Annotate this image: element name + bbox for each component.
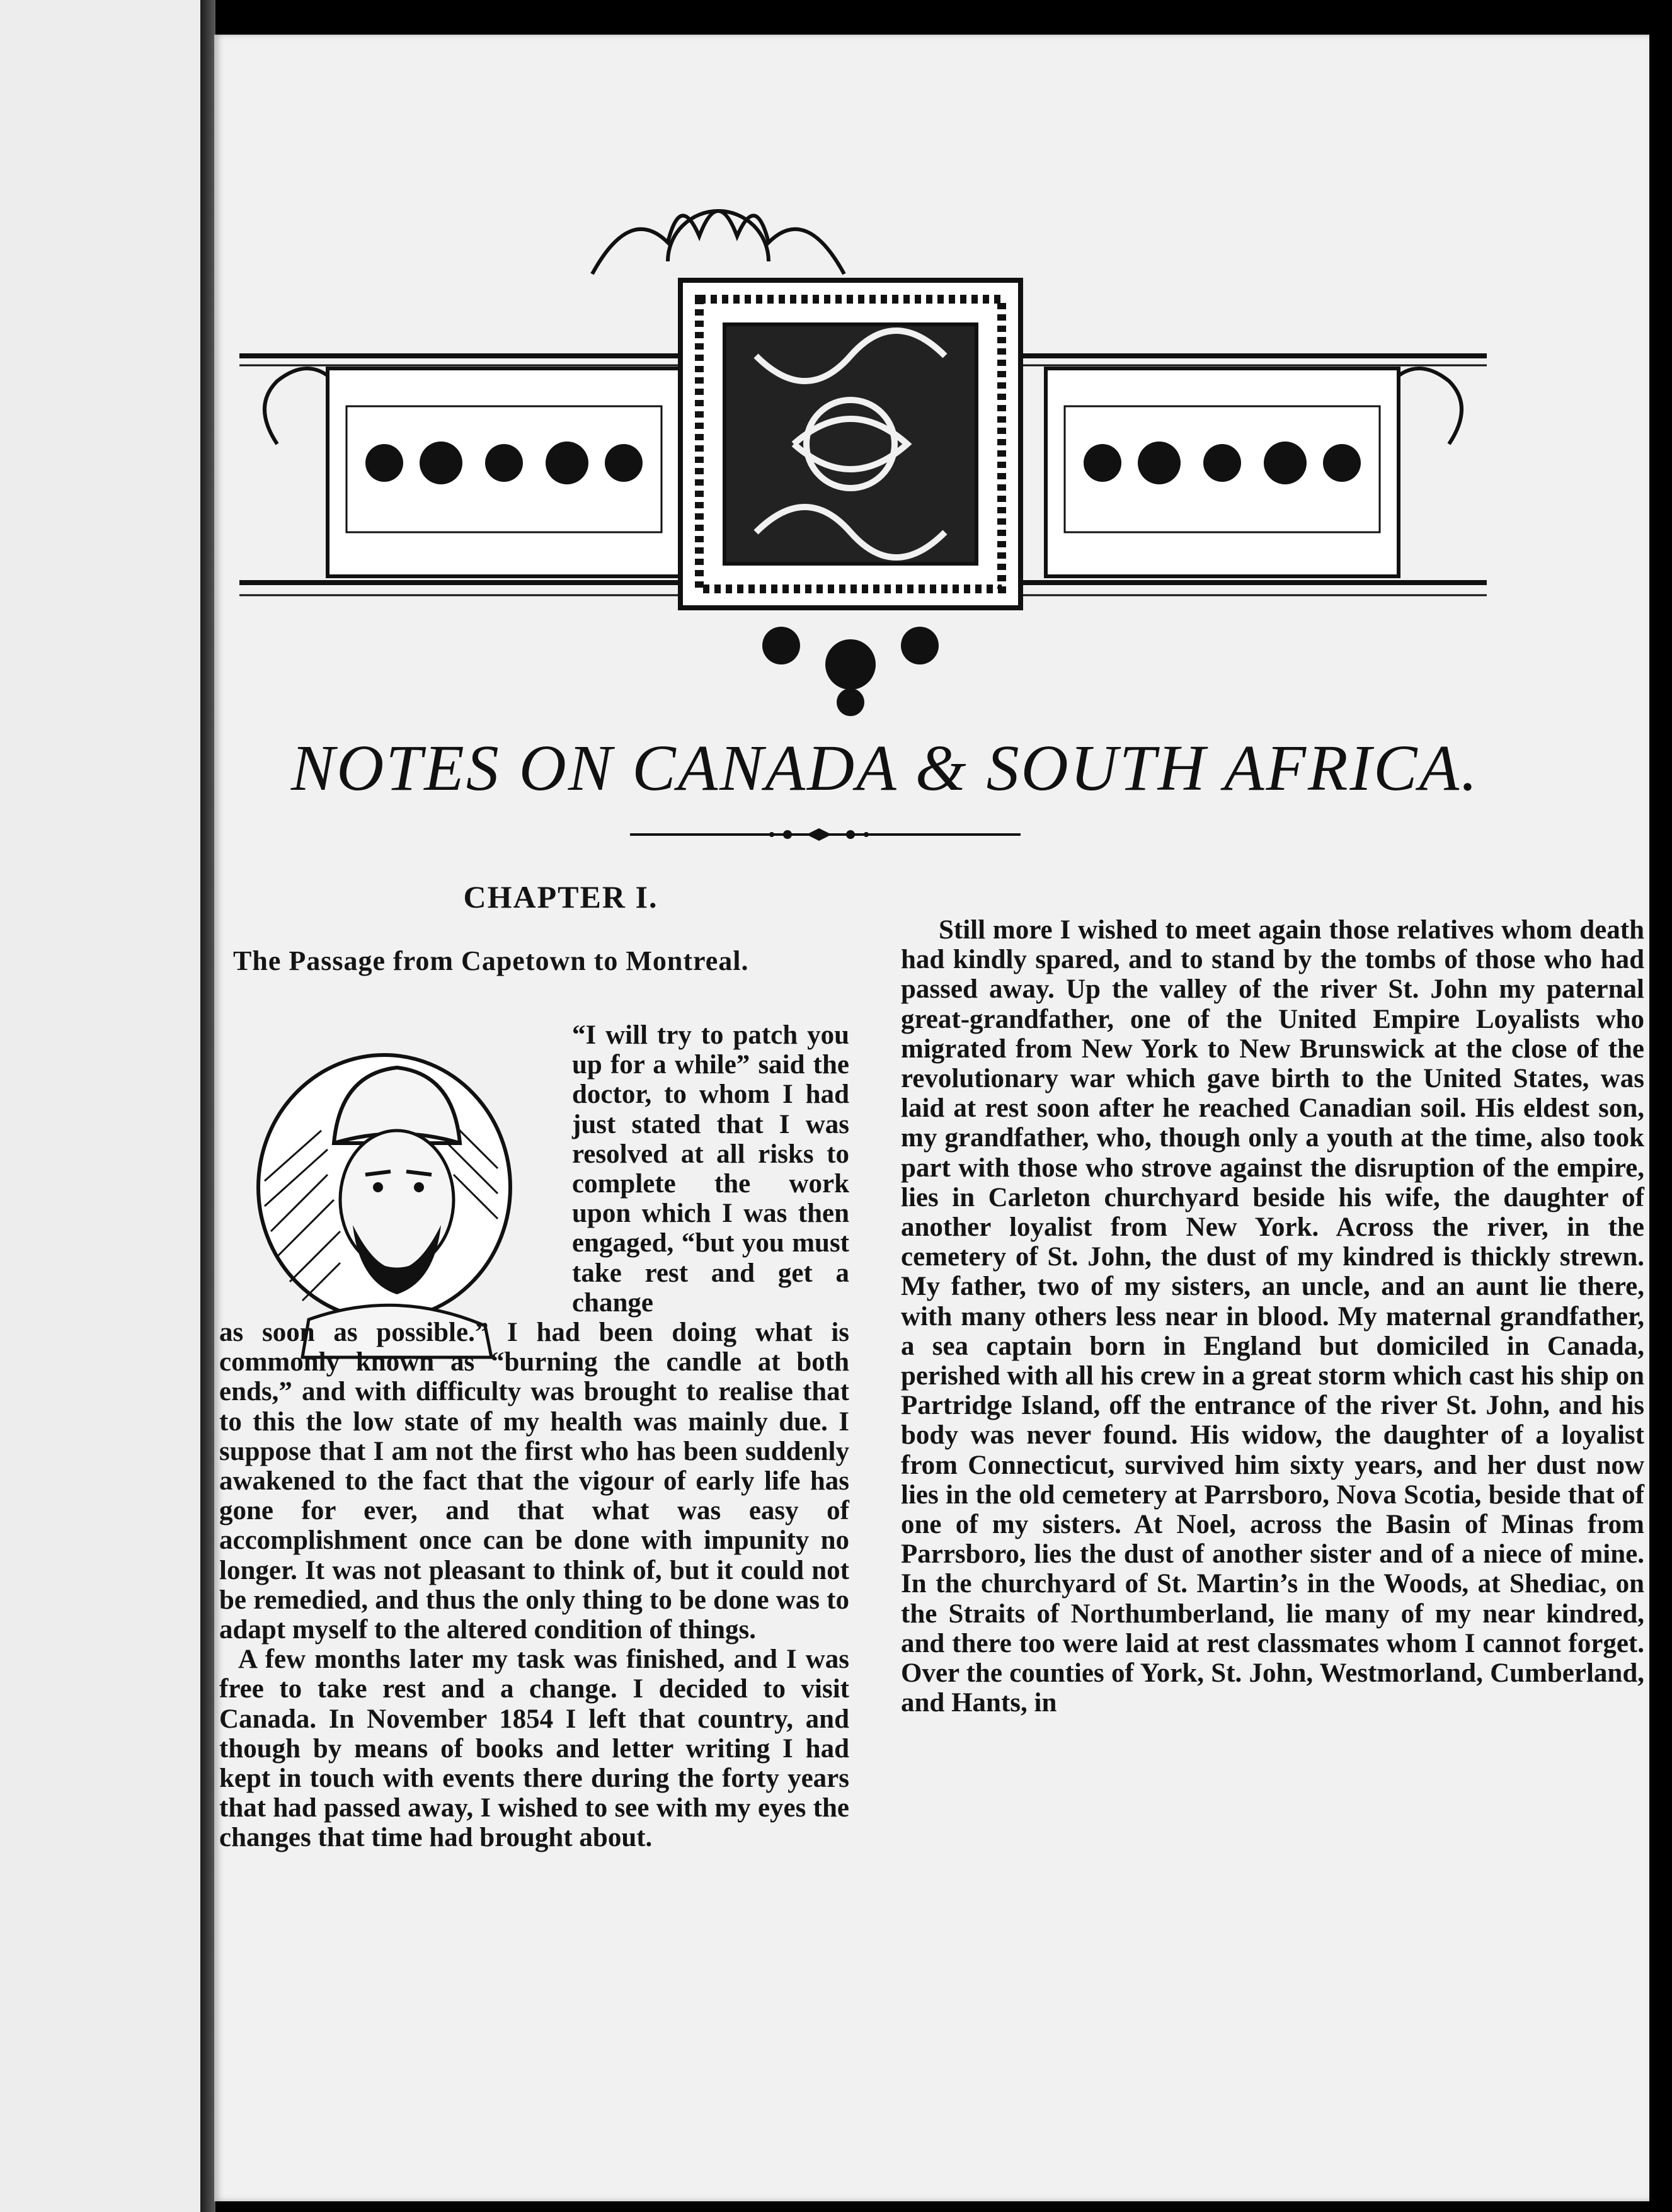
opening-paragraph: “I will try to patch you up for a while” said the doctor, to whom I had just stated that I was resolved at all risks to complete the work upon which I was then engaged, “but you must take rest and get a change	[572, 1020, 849, 1318]
left-bottom-text	[219, 1318, 849, 1853]
book-gutter	[200, 0, 215, 2212]
chapter-subtitle-text: The Passage from Capetown to Montreal.	[233, 945, 749, 976]
left-column	[219, 1020, 849, 1853]
facing-page	[0, 0, 200, 2212]
paragraph-second: A few months later my task was finished, and I was free to take rest and a change. I decided to visit Canada. In November 1854 I left that country, and though by means of books and letter writing I had kept in touch with events there during the forty years that had passed away, I wished to see with my eyes the changes that time had brought about.	[219, 1645, 849, 1853]
left-top-text	[572, 1020, 849, 1318]
book-page	[214, 35, 1649, 2201]
right-column	[901, 915, 1644, 1718]
chapter-heading: CHAPTER I.	[463, 879, 658, 915]
decorative-rule	[630, 822, 1021, 847]
decorative-headpiece	[239, 167, 1487, 734]
paragraph-continuation: as soon as possible.” I had been doing what is commonly known as “burning the candle at both ends,” and with difficulty was brought to realise that to this the low state of my health was mainly due. I suppose that I am not the first who has been suddenly awakened to the fact that the vigour of early life has gone for ever, and that what was easy of accomplishment once can be done with impunity no longer. It was not pleasant to think of, but it could not be remedied, and thus the only thing to be done was to adapt myself to the altered condition of things.	[219, 1318, 849, 1645]
paragraph-right: Still more I wished to meet again those relatives whom death had kindly spared, and to stand by the tombs of those who had passed away. Up the valley of the river St. John my paternal great-grandfather, one of the United Empire Loyalists who migrated from New York to New Brunswick at the close of the revolutionary war which gave birth to the United States, was laid at rest soon after he reached Canadian soil. His eldest son, my grandfather, who, though only a youth at the time, also took part with those who strove against the disruption of the empire, lies in Carleton churchyard beside his wife, the daughter of another loyalist from New York. Across the river, in the cemetery of St. John, the dust of my kindred is thickly strewn. My father, two of my sisters, an uncle, and an aunt lie there, with many others less near in blood. My maternal grandfather, a sea captain born in England but domiciled in Canada, perished with all his crew in a great storm which cast his ship on Partridge Island, off the entrance of the river St. John, and his body was never found. His widow, the daughter of a loyalist from Connecticut, survived him sixty years, and her dust now lies in the old cemetery at Parrsboro, Nova Scotia, beside that of one of my sisters. At Noel, across the Basin of Minas from Parrsboro, lies the dust of another sister and of a niece of mine. In the churchyard of St. Martin’s in the Woods, at Shediac, on the Straits of Northumberland, lie many of my near kindred, and there too were laid at rest classmates whom I cannot forget. Over the counties of York, St. John, Westmorland, Cumberland, and Hants, in	[901, 915, 1644, 1718]
page-title: NOTES ON CANADA & SOUTH AFRICA.	[290, 732, 1480, 804]
chapter-subtitle	[233, 945, 844, 977]
